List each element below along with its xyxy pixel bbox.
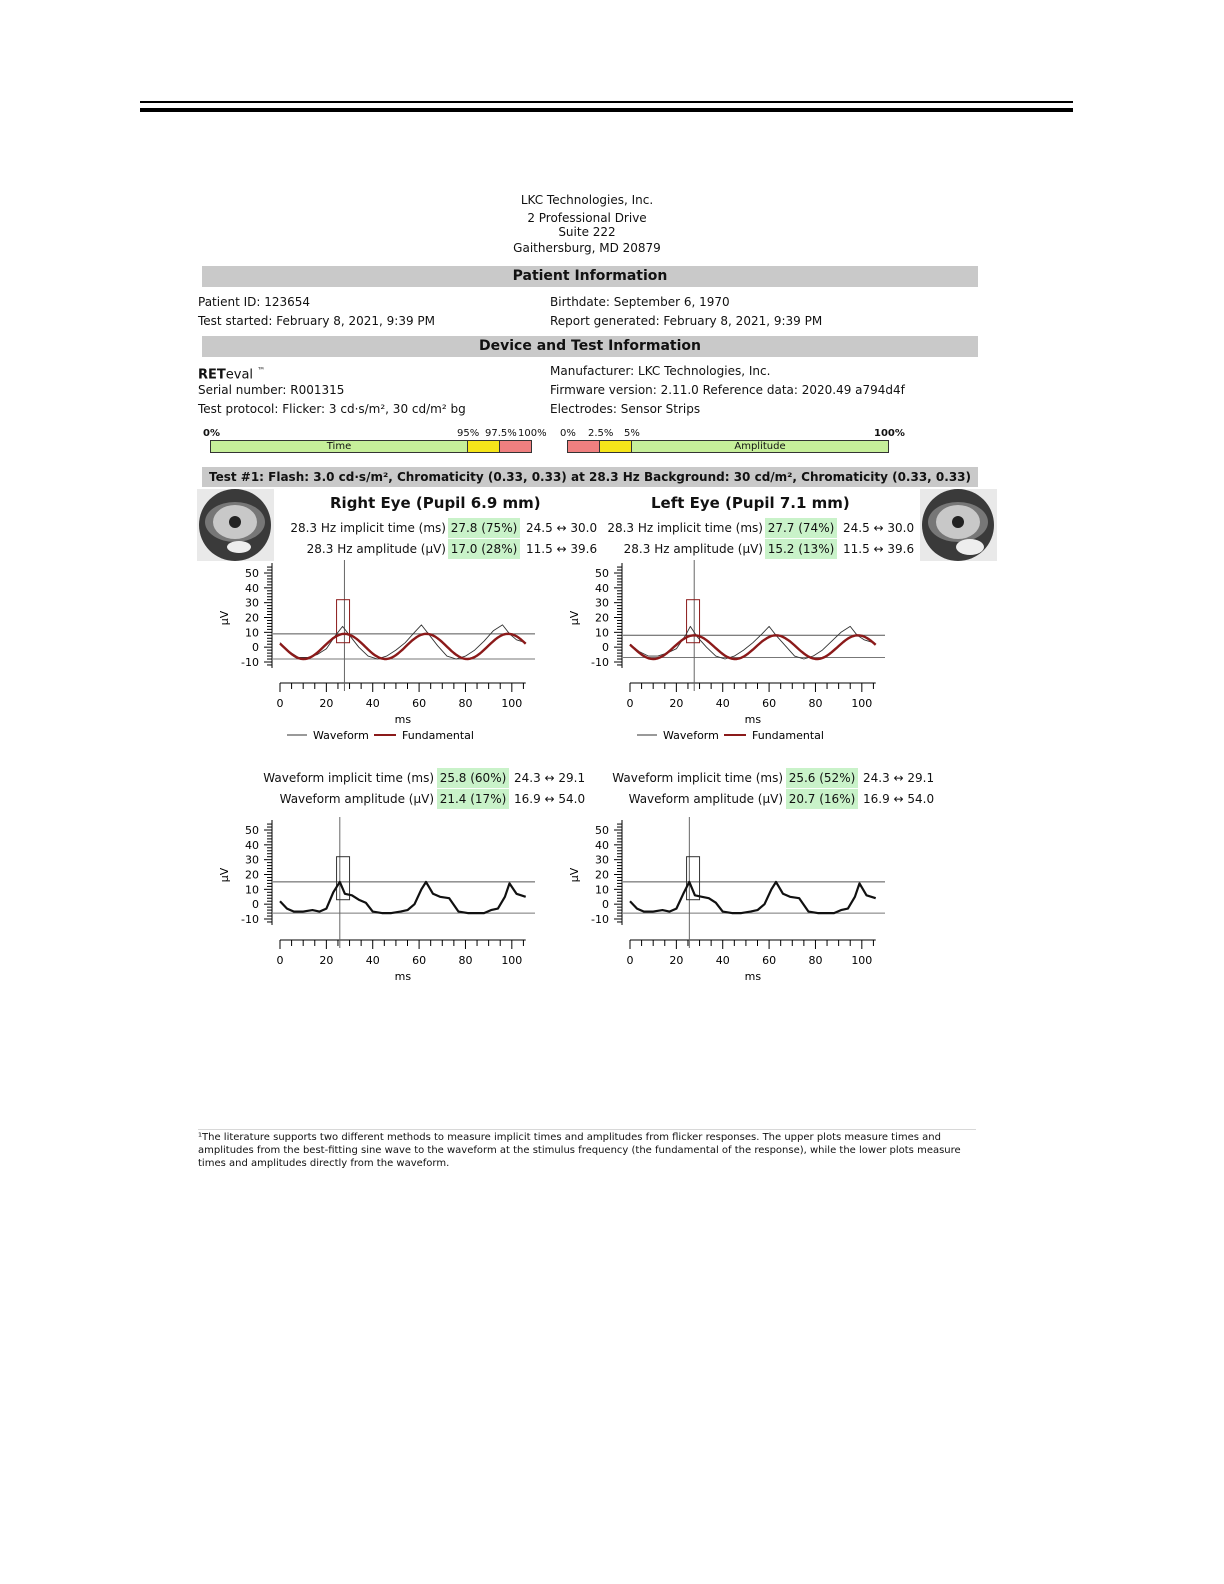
y-tick-label: -10 <box>591 656 609 669</box>
test-condition-header: Test #1: Flash: 3.0 cd·s/m², Chromaticity (0.33, 0.33) at 28.3 Hz Background: 30 cd/m², Chromaticity (0.33, 0.33) <box>202 467 978 487</box>
metric-value: 15.2 (13%) <box>765 539 837 559</box>
y-tick-label: -10 <box>241 913 259 926</box>
x-tick-label: 100 <box>501 954 523 967</box>
company-name: LKC Technologies, Inc. <box>520 193 654 207</box>
x-tick-label: 0 <box>626 697 634 710</box>
left-lower-plot <box>565 815 895 985</box>
metric-range: 24.3 ↔ 29.1 <box>863 771 935 785</box>
metric-value: 27.8 (75%) <box>448 518 520 538</box>
y-tick-label: 0 <box>252 898 259 912</box>
x-tick-label: 60 <box>762 697 777 710</box>
y-tick-label: 40 <box>245 838 259 852</box>
x-tick-label: 100 <box>501 697 523 710</box>
metric-range: 11.5 ↔ 39.6 <box>526 542 598 556</box>
metric-value: 21.4 (17%) <box>437 789 509 809</box>
x-tick-label: 20 <box>669 697 684 710</box>
x-tick-label: 0 <box>626 954 634 967</box>
birthdate: Birthdate: September 6, 1970 <box>550 295 730 309</box>
amp-normal-segment: Amplitude <box>631 440 889 453</box>
left-eye-title: Left Eye (Pupil 7.1 mm) <box>651 494 850 512</box>
amp-tick-2-5: 2.5% <box>588 428 614 439</box>
device-name-rest: eval <box>225 367 254 383</box>
metric-label: 28.3 Hz amplitude (µV) <box>306 542 446 556</box>
y-tick-label: 10 <box>595 883 609 897</box>
company-street: 2 Professional Drive <box>527 211 647 225</box>
x-axis-label: ms <box>744 713 762 726</box>
report-generated: Report generated: February 8, 2021, 9:39 PM <box>550 314 823 328</box>
header-rule-thick <box>140 108 1073 112</box>
amp-tick-100: 100% <box>874 428 905 439</box>
metric-range: 24.5 ↔ 30.0 <box>526 521 598 535</box>
device-name <box>198 363 265 383</box>
left-wf-amp-row <box>0 789 1224 809</box>
left-upper-plot <box>565 558 895 750</box>
test-protocol: Test protocol: Flicker: 3 cd·s/m², 30 cd/m² bg <box>198 402 466 416</box>
x-tick-label: 60 <box>762 954 777 967</box>
y-tick-label: 50 <box>245 567 259 580</box>
metric-range: 24.5 ↔ 30.0 <box>843 521 915 535</box>
header-rule-thin <box>140 101 1073 103</box>
x-tick-label: 80 <box>808 697 823 710</box>
x-axis-label: ms <box>394 970 412 983</box>
metric-label: Waveform amplitude (µV) <box>279 792 434 806</box>
legend-fundamental-label: Fundamental <box>402 729 474 742</box>
metric-label: Waveform amplitude (µV) <box>628 792 783 806</box>
metric-range: 16.9 ↔ 54.0 <box>863 792 935 806</box>
y-tick-label: 20 <box>595 611 609 625</box>
x-axis-label: ms <box>744 970 762 983</box>
trademark: ™ <box>257 366 266 375</box>
serial-number: Serial number: R001315 <box>198 383 345 397</box>
device-name-bold: RET <box>198 367 226 383</box>
time-tick-100: 100% <box>518 428 547 439</box>
x-tick-label: 20 <box>319 954 334 967</box>
waveform-series-line <box>280 882 526 913</box>
metric-label: 28.3 Hz implicit time (ms) <box>290 521 446 535</box>
y-tick-label: 20 <box>245 868 259 882</box>
x-tick-label: 80 <box>458 697 473 710</box>
metric-label: Waveform implicit time (ms) <box>612 771 783 785</box>
y-tick-label: 40 <box>595 581 609 595</box>
y-tick-label: 10 <box>595 626 609 640</box>
time-abnormal-segment <box>499 440 532 453</box>
x-tick-label: 40 <box>715 697 730 710</box>
x-tick-label: 100 <box>851 697 873 710</box>
metric-value: 20.7 (16%) <box>786 789 858 809</box>
metric-value: 25.8 (60%) <box>437 768 509 788</box>
fundamental-series-line <box>630 635 876 659</box>
manufacturer: Manufacturer: LKC Technologies, Inc. <box>550 364 771 378</box>
y-tick-label: 0 <box>602 898 609 912</box>
metric-value: 27.7 (74%) <box>765 518 837 538</box>
y-tick-label: 0 <box>252 641 259 655</box>
device-info-header: Device and Test Information <box>202 336 978 357</box>
y-tick-label: 20 <box>595 868 609 882</box>
x-tick-label: 20 <box>669 954 684 967</box>
patient-id: Patient ID: 123654 <box>198 295 311 309</box>
right-eye-title: Right Eye (Pupil 6.9 mm) <box>330 494 541 512</box>
left-hz-amp-row <box>0 539 1224 559</box>
metric-range: 24.3 ↔ 29.1 <box>514 771 586 785</box>
metric-range: 11.5 ↔ 39.6 <box>843 542 915 556</box>
y-axis-label: µV <box>218 610 231 626</box>
y-tick-label: 40 <box>595 838 609 852</box>
firmware-version: Firmware version: 2.11.0 Reference data: 2020.49 a794d4f <box>550 383 905 397</box>
y-tick-label: 50 <box>595 824 609 837</box>
right-lower-plot <box>215 815 545 985</box>
y-axis-label: µV <box>218 867 231 883</box>
amp-tick-0: 0% <box>560 428 576 439</box>
left-hz-time-row <box>0 518 1224 538</box>
amp-abnormal-segment <box>567 440 600 453</box>
test-started: Test started: February 8, 2021, 9:39 PM <box>198 314 436 328</box>
amp-borderline-segment <box>599 440 632 453</box>
left-wf-time-row <box>0 768 1224 788</box>
y-axis-label: µV <box>568 610 581 626</box>
x-tick-label: 60 <box>412 697 427 710</box>
x-tick-label: 80 <box>808 954 823 967</box>
electrodes: Electrodes: Sensor Strips <box>550 402 701 416</box>
y-tick-label: 10 <box>245 883 259 897</box>
metric-value: 17.0 (28%) <box>448 539 520 559</box>
footnote: ¹The literature supports two different methods to measure implicit times and amplitudes from flicker responses. The upper plots measure times and amplitudes from the best-fitting sine wave to the waveform at the stimulus frequency (the fundamental of the response), while the lower plots measure times and amplitudes directly from the waveform. <box>198 1132 961 1169</box>
x-axis-label: ms <box>394 713 412 726</box>
y-tick-label: 30 <box>245 853 259 867</box>
waveform-series-line <box>630 882 876 913</box>
time-tick-0: 0% <box>203 428 220 439</box>
legend-waveform-label: Waveform <box>313 729 369 742</box>
x-tick-label: 40 <box>715 954 730 967</box>
patient-info-header: Patient Information <box>202 266 978 287</box>
x-tick-label: 60 <box>412 954 427 967</box>
metric-label: Waveform implicit time (ms) <box>263 771 434 785</box>
time-borderline-segment <box>467 440 500 453</box>
x-tick-label: 0 <box>276 954 284 967</box>
footnote-rule <box>198 1129 976 1130</box>
x-tick-label: 40 <box>365 954 380 967</box>
y-tick-label: 50 <box>245 824 259 837</box>
y-tick-label: -10 <box>241 656 259 669</box>
company-address <box>420 192 754 256</box>
y-tick-label: 0 <box>602 641 609 655</box>
amp-tick-5: 5% <box>624 428 640 439</box>
time-tick-95: 95% <box>457 428 480 439</box>
company-suite: Suite 222 <box>558 225 616 239</box>
y-tick-label: -10 <box>591 913 609 926</box>
legend-waveform-label: Waveform <box>663 729 719 742</box>
y-tick-label: 50 <box>595 567 609 580</box>
metric-value: 25.6 (52%) <box>786 768 858 788</box>
y-tick-label: 30 <box>245 596 259 610</box>
company-city: Gaithersburg, MD 20879 <box>513 241 661 255</box>
time-normal-segment: Time <box>210 440 468 453</box>
time-tick-97-5: 97.5% <box>485 428 517 439</box>
x-tick-label: 0 <box>276 697 284 710</box>
y-tick-label: 30 <box>595 853 609 867</box>
y-axis-label: µV <box>568 867 581 883</box>
x-tick-label: 40 <box>365 697 380 710</box>
metric-label: 28.3 Hz amplitude (µV) <box>623 542 763 556</box>
legend-fundamental-label: Fundamental <box>752 729 824 742</box>
y-tick-label: 20 <box>245 611 259 625</box>
x-tick-label: 20 <box>319 697 334 710</box>
y-tick-label: 40 <box>245 581 259 595</box>
y-tick-label: 10 <box>245 626 259 640</box>
x-tick-label: 80 <box>458 954 473 967</box>
metric-range: 16.9 ↔ 54.0 <box>514 792 586 806</box>
right-upper-plot <box>215 558 545 750</box>
x-tick-label: 100 <box>851 954 873 967</box>
metric-label: 28.3 Hz implicit time (ms) <box>607 521 763 535</box>
fundamental-series-line <box>280 634 526 659</box>
y-tick-label: 30 <box>595 596 609 610</box>
